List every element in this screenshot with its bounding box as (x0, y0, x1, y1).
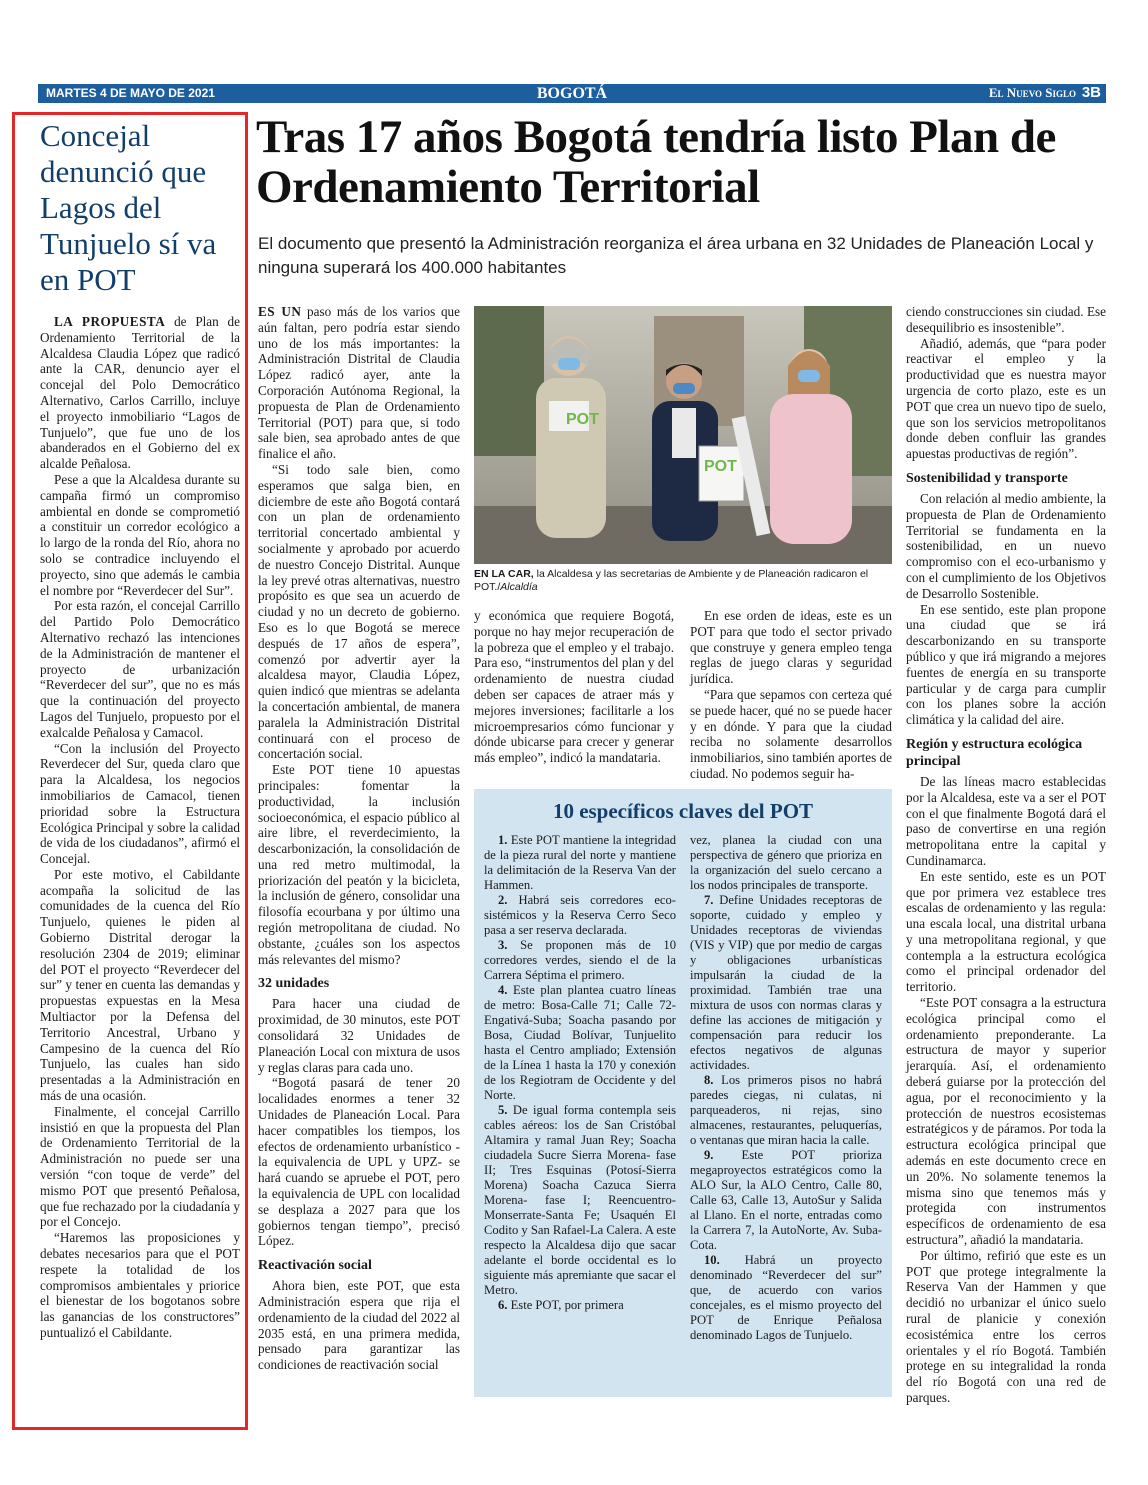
side-p3: Por esta razón, el concejal Carrillo del Partido Polo Democrático Alternativo rechazó las intenciones de la Administración de mantener el proyecto de urbanización “Reverdecer del sur”, que no es más que la continuación del proyecto Lagos del Tunjuelo, propuesto por el exalcalde Peñalosa y Camacol. (40, 598, 240, 740)
col4-p1: ciendo construcciones sin ciudad. Ese desequilibrio es insostenible”. (906, 304, 1106, 335)
col1-p3: Este POT tiene 10 apuestas principales: fomentar la productividad, la inclusión socioeconómica, el espacio público al aire libre, el reverdecimiento, la descarbonización, la consolidación de una red metro multimodal, la priorización del peatón y la bicicleta, la inclusión de género, consolidar una filosofía ecourbana y por último una región metropolitana de ciudad. No obstante, ¿cuáles son los aspectos más relevantes del mismo? (258, 762, 460, 967)
key-point-number: 4. (498, 983, 508, 997)
newspaper-name: El Nuevo Siglo (988, 85, 1076, 100)
side-p6: Finalmente, el concejal Carrillo insistió en que la propuesta del Plan de Ordenamiento Territorial de la Administración no puede ser una versión “con toque de verde” del mismo POT que presentó Peñalosa, que fue rechazado por la ciudadanía y por el Concejo. (40, 1103, 240, 1230)
issue-date: MARTES 4 DE MAYO DE 2021 (46, 86, 215, 100)
subheading-32-unidades: 32 unidades (258, 976, 330, 992)
main-subheadline: El documento que presentó la Administración reorganiza el área urbana en 32 Unidades de Planeación Local y ninguna superará los 400.000 habitantes (258, 234, 1094, 277)
col4-p5: De las líneas macro establecidas por la Alcaldesa, este va a ser el POT con el que finalmente Bogotá dará el paso de convertirse en una región metropolitana entre la capital y Cundinamarca. (906, 773, 1106, 868)
side-p1: de Plan de Ordenamiento Territorial de la Alcaldesa Claudia López que radicó ante la CAR, denuncio ayer el concejal del Polo Democrático Alternativo, Carlos Carrillo, incluye el proyecto inmobiliario “Lagos de Tunjuelo”, que fue uno de los abanderados en el Gobierno del ex alcalde Peñalosa. (40, 314, 240, 472)
col2-p1: y económica que requiere Bogotá, porque no hay mejor recuperación de la pobreza que el empleo y el trabajo. Para eso, “instrumentos del plan y del ordenamiento de nuestra ciudad deben ser capaces de atraer más y mejores inversiones; facilitarle a los microempresarios cómo funcionar y dónde ubicarse para crecer y generar más empleo”, indicó la mandataria. (474, 608, 674, 766)
key-point-item (484, 893, 676, 938)
caption-credit: Alcaldía (500, 581, 538, 593)
page-number: 3B (1081, 84, 1101, 101)
page-header-bar (38, 84, 1106, 103)
key-point-text: Los primeros pisos no habrá paredes ciegas, ni culatas, ni parqueaderos, ni rejas, sino almacenes, restaurantes, peluquerías, o ventanas que miran hacia la calle. (690, 1073, 882, 1147)
key-point-text: Este POT mantiene la integridad de la pieza rural del norte y mantiene la delimitación de la Reserva Van der Hammen. (484, 833, 676, 892)
key-point-number: 9. (704, 1148, 714, 1162)
key-point-item (690, 1148, 882, 1253)
key-point-item (690, 1073, 882, 1148)
side-lead: LA PROPUESTA (54, 314, 166, 329)
side-p5: Por este motivo, el Cabildante acompaña la solicitud de las comunidades de la cuenca del Río Tunjuelo, quienes le piden al Gobierno Distrital derogar la resolución 2304 de 2019; eliminar del POT el proyecto “Reverdecer del sur” y tener en cuenta las demandas y propuestas expuestas en la Mesa Multiactor por la Defensa del Territorio Ancestral, Urbano y Campesino de la cuenca del Río Tunjuelo, las cuales han sido presentadas a la Administración en más de una ocasión. (40, 866, 240, 1104)
main-lead: ES UN (258, 304, 302, 319)
col1-p5: “Bogotá pasará de tener 20 localidades enormes a tener 32 Unidades de Planeación Local. Para hacer compatibles los tiempos, los efectos de ordenamiento urbanístico -la equivalencia de UPL y UPZ- se hará cuando se apruebe el POT, pero la equivalencia de UPL con localidad se desplaza a 2027 para que los gobiernos tengan tiempo”, precisó López. (258, 1075, 460, 1249)
key-point-item (484, 938, 676, 983)
photo-caption (474, 568, 892, 594)
photo-illustration (474, 306, 892, 564)
photo-sign-2: POT (704, 458, 737, 475)
col3-p2: “Para que sepamos con certeza qué se puede hacer, qué no se puede hacer y en dónde. Y para que la ciudad reciba no solamente desarrollos inmobiliarios, sino también aportes de ciudad. No podemos seguir ha- (690, 686, 892, 781)
key-point-item (690, 893, 882, 1073)
side-article-title: Concejal denunció que Lagos del Tunjuelo sí va en POT (40, 118, 217, 297)
side-article-body (40, 314, 240, 1341)
key-points-title: 10 específicos claves del POT (552, 799, 814, 823)
subheading-region: Región y estructura ecológica principal (906, 736, 1083, 769)
key-point-number: 3. (498, 938, 508, 952)
key-point-text: Define Unidades receptoras de soporte, cuidado y empleo y Unidades receptoras de viviendas (VIS y VIP) que por medio de cargas y obligaciones urbanísticas impulsarán la ciudad de la proximidad. También trae una mixtura de usos con normas claras y define las acciones de mitigación y compensación para reducir los efectos negativos de algunas actividades. (690, 893, 882, 1072)
key-point-item (690, 833, 882, 893)
main-column-2 (474, 608, 674, 766)
side-p7: “Haremos las proposiciones y debates necesarios para que el POT respete la totalidad de los compromisos ambientales y priorice el bienestar de los bogotanos sobre las ganancias de los constructores” puntualizó el Cabildante. (40, 1230, 240, 1340)
caption-lead: EN LA CAR, (474, 568, 534, 580)
key-point-number: 7. (704, 893, 714, 907)
main-column-4 (906, 304, 1106, 1406)
photo-sign-1: POT (566, 411, 599, 428)
key-point-number: 8. (704, 1073, 714, 1087)
col3-p1: En ese orden de ideas, este es un POT para que todo el sector privado que construye y genera empleo tenga reglas de juego claras y seguridad jurídica. (690, 608, 892, 687)
subheading-sostenibilidad: Sostenibilidad y transporte (906, 470, 1068, 486)
key-point-item (484, 833, 676, 893)
key-point-text: Habrá seis corredores eco-sistémicos y la Reserva Cerro Seco pasa a ser reserva declarada. (484, 893, 676, 937)
col1-p4: Para hacer una ciudad de proximidad, de 30 minutos, este POT consolidará 32 Unidades de Planeación Local con mixtura de usos y reglas claras para cada uno. (258, 996, 460, 1075)
key-point-text: De igual forma contempla seis cables aéreos: los de San Cristóbal Altamira y ramal Juan Rey; Soacha ciudadela Sucre Sierra Morena- fase II; Tres Esquinas (Potosí-Sierra Morena) Soacha Cazuca Sierra Morena- fase I; Reencuentro-Monserrate-Santa Fe; Usaquén El Codito y San Rafael-La Calera. A este respecto la Alcaldesa dijo que sacar adelante el borde occidental es lo siguiente más apremiante que sacar el Metro. (484, 1103, 676, 1297)
key-point-item (484, 983, 676, 1103)
key-point-item (484, 1103, 676, 1298)
key-point-text: Se proponen más de 10 corredores verdes, siendo el de la Carrera Séptima el primero. (484, 938, 676, 982)
side-p2: Pese a que la Alcaldesa durante su campaña firmó un compromiso ambiental en donde se comprometió a constituir un corredor ecológico a lo largo de la ronda del Río, ahora no solo se contradice incluyendo el proyecto, sino que además le cambia el nombre por “Reverdecer del Sur”. (40, 471, 240, 598)
key-point-number: 2. (498, 893, 508, 907)
caption-text: la Alcaldesa y las secretarias de Ambiente y de Planeación radicaron el POT./ (474, 568, 869, 593)
key-point-number: 10. (704, 1253, 720, 1267)
key-point-number: 5. (498, 1103, 508, 1117)
col1-p1: paso más de los varios que aún faltan, pero podría estar siendo uno de los más importantes: la Administración Distrital de Claudia López radicó ayer, ante la Corporación Autónoma Regional, la propuesta de Plan de Ordenamiento Territorial (POT) para que, si todo sale bien, sea aprobado antes de que finalice el año. (258, 304, 460, 462)
key-point-item (484, 1298, 676, 1313)
key-points-right-column (690, 833, 882, 1343)
key-point-text: Este plan plantea cuatro líneas de metro: Bosa-Calle 71; Calle 72-Engativá-Suba; Soacha pasando por Bosa, Ciudad Bolívar, Tunjuelito hasta el Centro ampliado; Extensión de la Línea 1 hasta la 170 y conexión de los Regiotram de Occidente y del Norte. (484, 983, 676, 1102)
col4-p4: En ese sentido, este plan propone una ciudad que se irá descarbonizando en su transporte público y que irá migrando a mejores fuentes de energía en su transporte particular y de carga para cumplir con los planes sobre la acción climática y la calidad del aire. (906, 601, 1106, 728)
main-headline: Tras 17 años Bogotá tendría listo Plan de Ordenamiento Territorial (256, 111, 1056, 213)
col4-p2: Añadió, además, que “para poder reactivar el empleo y la productividad que es nuestra mayor urgencia de corto plazo, este es un POT que crea un nuevo tipo de suelo, que son los servicios metropolitanos donde deben confluir las grandes apuestas productivas de región”. (906, 335, 1106, 462)
key-point-text: Este POT, por primera (507, 1298, 624, 1312)
article-photo (474, 306, 892, 564)
col1-p6: Ahora bien, este POT, que esta Administración espera que rija el ordenamiento de la ciudad del 2022 al 2035 está, en una primera medida, pensado para garantizar las condiciones de reactivación social (258, 1278, 460, 1373)
col4-p8: Por último, refirió que este es un POT que protege integralmente la Reserva Van der Hammen y que decidió no urbanizar el único suelo rural de planicie y conexión ecosistémica entre los cerros orientales y el río Bogotá. También protege en su integralidad la ronda del río Bogotá con una red de parques. (906, 1247, 1106, 1405)
key-points-box (474, 789, 892, 1397)
main-column-1 (258, 304, 460, 1373)
key-point-number: 1. (498, 833, 508, 847)
key-point-item (690, 1253, 882, 1343)
col4-p3: Con relación al medio ambiente, la propuesta de Plan de Ordenamiento Territorial se fundamenta en la sostenibilidad, en un nuevo compromiso con el eco-urbanismo y con el cumplimiento de los Objetivos de Desarrollo Sostenible. (906, 490, 1106, 601)
key-points-left-column (484, 833, 676, 1313)
col4-p7: “Este POT consagra a la estructura ecológica principal como el ordenamiento preponderante. La estructura de mayor y superior jerarquía. Así, el ordenamiento deberá guiarse por la protección del agua, por el reconocimiento y la protección de nuestros ecosistemas estratégicos y de páramos. Por toda la estructura ecológica principal que además en este documento crece en un 20%. No solamente tenemos la misma sino que tenemos más y protegida con instrumentos específicos de ordenamiento de esa estructura”, añadió la mandataria. (906, 995, 1106, 1248)
key-point-text: vez, planea la ciudad con una perspectiva de género que prioriza en la organización del suelo cercano a los nodos principales de transporte. (690, 833, 882, 892)
section-name: BOGOTÁ (536, 85, 608, 102)
main-column-3 (690, 608, 892, 782)
key-point-text: Habrá un proyecto denominado “Reverdecer del sur” que, de acuerdo con varios concejales, es el mismo proyecto del POT de Enrique Peñalosa denominado Lagos de Tunjuelo. (690, 1253, 882, 1342)
key-point-text: Este POT prioriza megaproyectos estratégicos como la ALO Sur, la ALO Centro, Calle 80, Calle 63, Calle 13, AutoSur y Salida al Llano. En el norte, entradas como la Carrera 7, la AutoNorte, Av. Suba-Cota. (690, 1148, 882, 1252)
subheading-reactivacion: Reactivación social (258, 1258, 372, 1274)
key-point-number: 6. (498, 1298, 508, 1312)
col1-p2: “Si todo sale bien, como esperamos que salga bien, en diciembre de este año Bogotá contará con un plan de ordenamiento territorial concertado ambiental y socialmente y aprobado por acuerdo de nuestro Concejo Distrital. Aunque la ley prevé otras alternativas, nuestro propósito es que sea un acuerdo de ciudad y no un decreto de gobierno. Eso es lo que Bogotá se merece después de 17 años de espera”, comenzó por advertir ayer la alcaldesa mayor, Claudia López, quien indicó que mientras se adelanta la concertación ambiental, de manera paralela la Administración Distrital continuará con el proceso de concertación social. (258, 461, 460, 762)
side-p4: “Con la inclusión del Proyecto Reverdecer del Sur, queda claro que para la Alcaldesa, los negocios inmobiliarios de Camacol, tienen prioridad sobre la Estructura Ecológica Principal y sobre la calidad de vida de los ciudadanos”, afirmó el Concejal. (40, 740, 240, 867)
col4-p6: En este sentido, este es un POT que por primera vez establece tres escalas de ordenamiento y las regula: una escala local, una distrital urbana y una metropolitana regional, y que contempla a la estructura ecológica como el principal ordenador del territorio. (906, 868, 1106, 995)
